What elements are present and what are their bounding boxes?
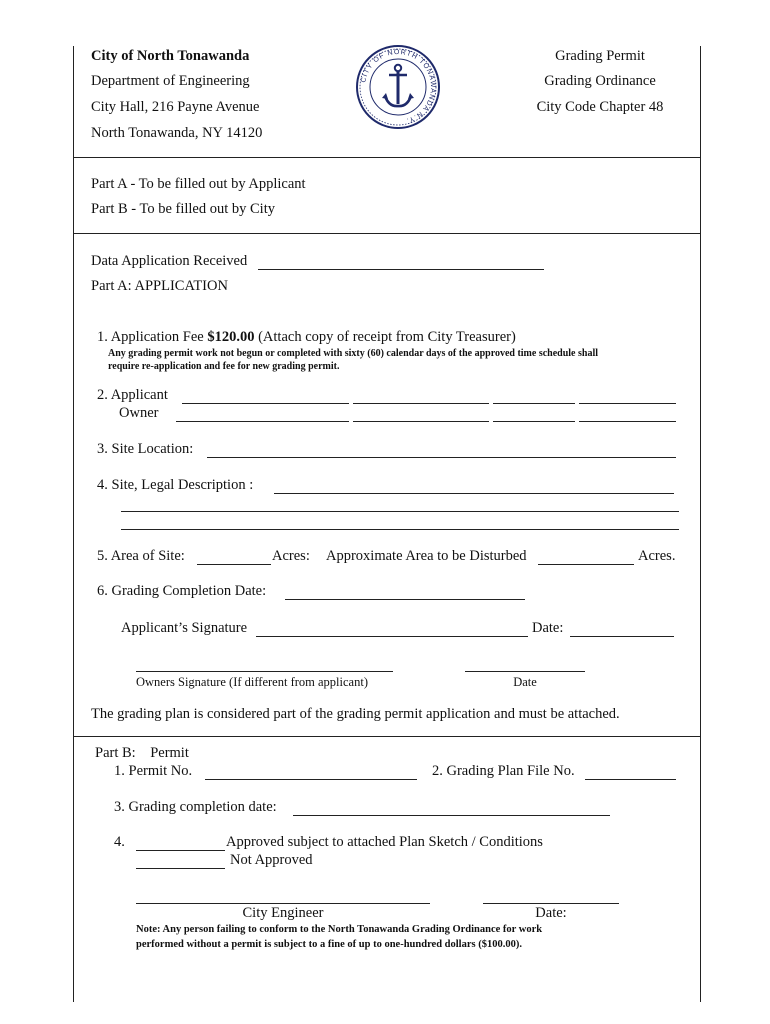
owners-signature-field[interactable] xyxy=(136,671,393,672)
plan-file-no-label: 2. Grading Plan File No. xyxy=(432,763,575,779)
item1-fee: 1. Application Fee $120.00 (Attach copy of receipt from City Treasurer) xyxy=(97,329,516,345)
permit-title: Grading Permit xyxy=(555,48,645,64)
part-b-heading: Part B: Permit xyxy=(95,745,189,761)
owners-date-label: Date xyxy=(513,675,537,689)
item3-site-location-label: 3. Site Location: xyxy=(97,441,194,457)
plan-file-no-field[interactable] xyxy=(585,779,676,780)
item6-completion-label: 6. Grading Completion Date: xyxy=(97,583,267,599)
owners-signature-label: Owners Signature (If different from applicant) xyxy=(136,675,368,689)
part-b-intro: Part B - To be filled out by City xyxy=(91,201,275,217)
item1-note-line1: Any grading permit work not begun or completed with sixty (60) calendar days of the approved time schedule shall xyxy=(108,348,599,359)
fine-note-line2: performed without a permit is subject to a fine of up to one-hundred dollars ($100.00). xyxy=(136,939,522,950)
owner-field-1[interactable] xyxy=(176,421,349,422)
applicant-field-3[interactable] xyxy=(493,403,575,404)
owner-field-4[interactable] xyxy=(579,421,676,422)
date-received-field[interactable] xyxy=(258,269,544,270)
legal-description-field-2[interactable] xyxy=(121,511,679,512)
divider xyxy=(73,233,701,234)
part-a-heading: Part A: APPLICATION xyxy=(91,278,228,294)
applicant-field-1[interactable] xyxy=(182,403,349,404)
ordinance: Grading Ordinance xyxy=(544,73,656,89)
divider xyxy=(73,157,701,158)
applicant-field-2[interactable] xyxy=(353,403,489,404)
not-approved-field[interactable] xyxy=(136,868,225,869)
permit-no-field[interactable] xyxy=(205,779,417,780)
engineer-date-label: Date: xyxy=(535,905,567,921)
divider xyxy=(73,736,701,737)
applicant-date-field[interactable] xyxy=(570,636,674,637)
completion-date-field[interactable] xyxy=(285,599,525,600)
area-of-site-field[interactable] xyxy=(197,564,271,565)
not-approved-label: Not Approved xyxy=(230,852,313,868)
permit-no-label: 1. Permit No. xyxy=(114,763,193,779)
approved-field[interactable] xyxy=(136,850,225,851)
item5-acres2: Acres. xyxy=(638,548,676,564)
grading-completion-label: 3. Grading completion date: xyxy=(114,799,277,815)
right-border xyxy=(700,46,701,1002)
address-line2: North Tonawanda, NY 14120 xyxy=(91,125,263,141)
department: Department of Engineering xyxy=(91,73,250,89)
item4-legal-description-label: 4. Site, Legal Description : xyxy=(97,477,254,493)
address-line1: City Hall, 216 Payne Avenue xyxy=(91,99,260,115)
applicant-date-label: Date: xyxy=(532,620,564,636)
grading-plan-note: The grading plan is considered part of the grading permit application and must be attached. xyxy=(91,706,620,722)
item5-area-label: 5. Area of Site: xyxy=(97,548,185,564)
item5-acres: Acres: xyxy=(272,548,310,564)
applicant-field-4[interactable] xyxy=(579,403,676,404)
legal-description-field-3[interactable] xyxy=(121,529,679,530)
svg-text:CITY OF NORTH TONAWANDA N.Y.: CITY OF NORTH TONAWANDA N.Y. xyxy=(360,48,437,124)
item1-note-line2: require re-application and fee for new grading permit. xyxy=(108,361,340,372)
approved-label: Approved subject to attached Plan Sketch / Conditions xyxy=(226,834,543,850)
applicant-signature-label: Applicant’s Signature xyxy=(121,620,248,636)
owners-date-field[interactable] xyxy=(465,671,585,672)
owner-field-2[interactable] xyxy=(353,421,489,422)
site-location-field[interactable] xyxy=(207,457,676,458)
owner-field-3[interactable] xyxy=(493,421,575,422)
item5-approx-label: Approximate Area to be Disturbed xyxy=(326,548,527,564)
legal-description-field-1[interactable] xyxy=(274,493,674,494)
date-received-label: Data Application Received xyxy=(91,253,248,269)
city-engineer-label: City Engineer xyxy=(242,905,324,921)
item4-label: 4. xyxy=(114,834,125,850)
city-seal-logo xyxy=(355,44,441,130)
left-border xyxy=(73,46,74,1002)
area-disturbed-field[interactable] xyxy=(538,564,634,565)
item2-applicant-label: 2. Applicant xyxy=(97,387,168,403)
code-chapter: City Code Chapter 48 xyxy=(536,99,664,115)
city-name: City of North Tonawanda xyxy=(91,48,250,64)
fine-note-line1: Note: Any person failing to conform to the North Tonawanda Grading Ordinance for work xyxy=(136,924,543,935)
grading-completion-field[interactable] xyxy=(293,815,610,816)
item2-owner-label: Owner xyxy=(119,405,159,421)
applicant-signature-field[interactable] xyxy=(256,636,528,637)
part-a-intro: Part A - To be filled out by Applicant xyxy=(91,176,306,192)
